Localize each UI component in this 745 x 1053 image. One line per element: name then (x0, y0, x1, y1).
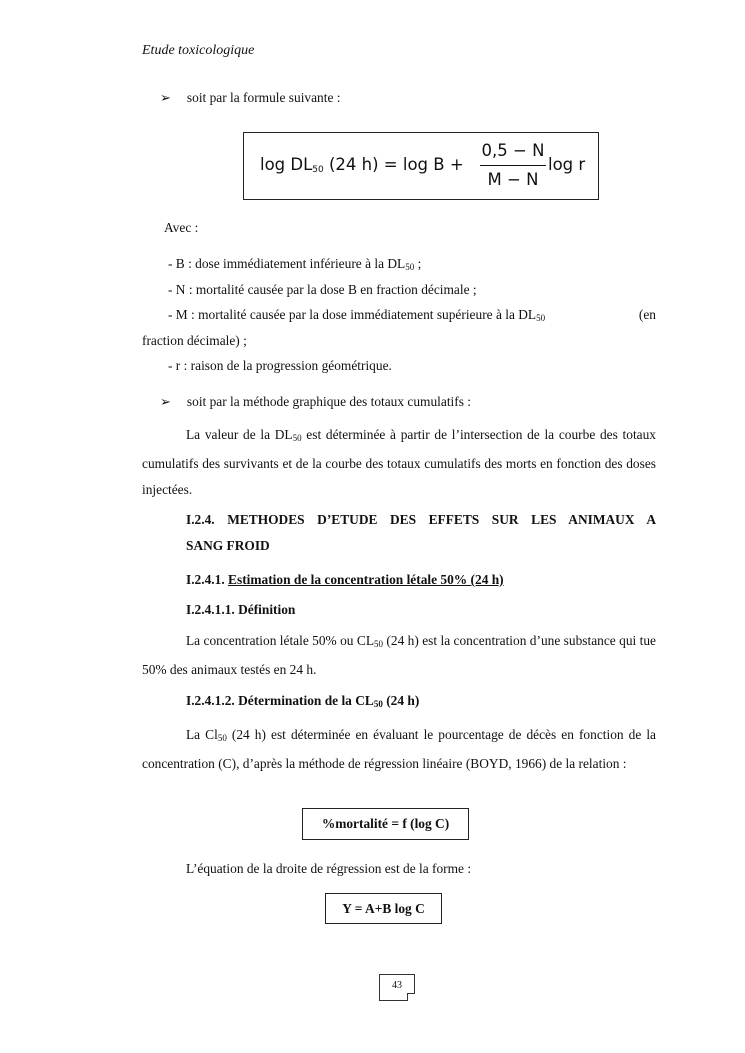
formula-right-side: log r (548, 155, 586, 174)
graph-intro-text: soit par la méthode graphique des totaux cumulatifs : (186, 394, 472, 409)
fraction-denominator: M − N (487, 170, 539, 189)
regression-formula-box: Y = A+B log C (325, 893, 442, 924)
avec-label: Avec : (164, 220, 199, 235)
list-item: - N : mortalité causée par la dose B en fraction décimale ; (168, 282, 477, 297)
section-heading-1241: I.2.4.1. Estimation de la concentration létale 50% (24 h) (186, 572, 504, 587)
formula-fraction (480, 139, 546, 192)
formula-intro (160, 89, 341, 107)
fraction-bar (480, 165, 546, 166)
paragraph-cl50-definition: La concentration létale 50% ou $CL_{50}$ (24 h) est la concentration d’une substance qui tue 50% des animaux testés en 24 h. (142, 633, 656, 677)
formula-left-side: $\log DL_{50}$ (24 h) = log B + (260, 155, 464, 175)
running-header: Etude toxicologique (142, 43, 255, 58)
graph-intro (160, 393, 471, 411)
paragraph-dl50-graphic: La valeur de la $DL_{50}$ est déterminée à partir de l’intersection de la courbe des totaux cumulatifs des survivants et de la courbe des totaux cumulatifs des morts en fonction des doses injectées. (142, 427, 657, 497)
arrow-bullet-icon: ➢ (160, 90, 171, 105)
list-item: - M : mortalité causée par la dose immédiatement supérieure à la $DL_{50}$ (en (168, 307, 656, 323)
fraction-numerator: 0,5 − N (481, 141, 545, 160)
formula-intro-text: soit par la formule suivante : (186, 90, 341, 105)
list-item: - B : dose immédiatement inférieure à la $DL_{50}$ ; (168, 256, 422, 272)
regression-intro: L’équation de la droite de régression est de la forme : (186, 861, 472, 876)
mortality-formula-box: %mortalité = f (log C) (302, 808, 469, 840)
section-heading-124: I.2.4. METHODES D’ETUDE DES EFFETS SUR LES ANIMAUX A (186, 512, 656, 527)
list-item-continuation: fraction décimale) ; (142, 333, 247, 348)
ld50-formula-box (243, 132, 599, 200)
section-heading-12412: I.2.4.1.2. Détermination de la $CL_{50}$ (24 h) (186, 693, 420, 709)
paragraph-cl50-determination: La $Cl_{50}$ (24 h) est déterminée en évaluant le pourcentage de décès en fonction de la concentration (C), d’après la méthode de régression linéaire (BOYD, 1966) de la relation : (142, 727, 657, 771)
page-number: 43 (379, 974, 415, 1001)
arrow-bullet-icon: ➢ (160, 394, 171, 409)
list-item: - r : raison de la progression géométrique. (168, 358, 392, 373)
section-heading-124-cont: SANG FROID (186, 538, 270, 553)
section-heading-12411: I.2.4.1.1. Définition (186, 602, 296, 617)
